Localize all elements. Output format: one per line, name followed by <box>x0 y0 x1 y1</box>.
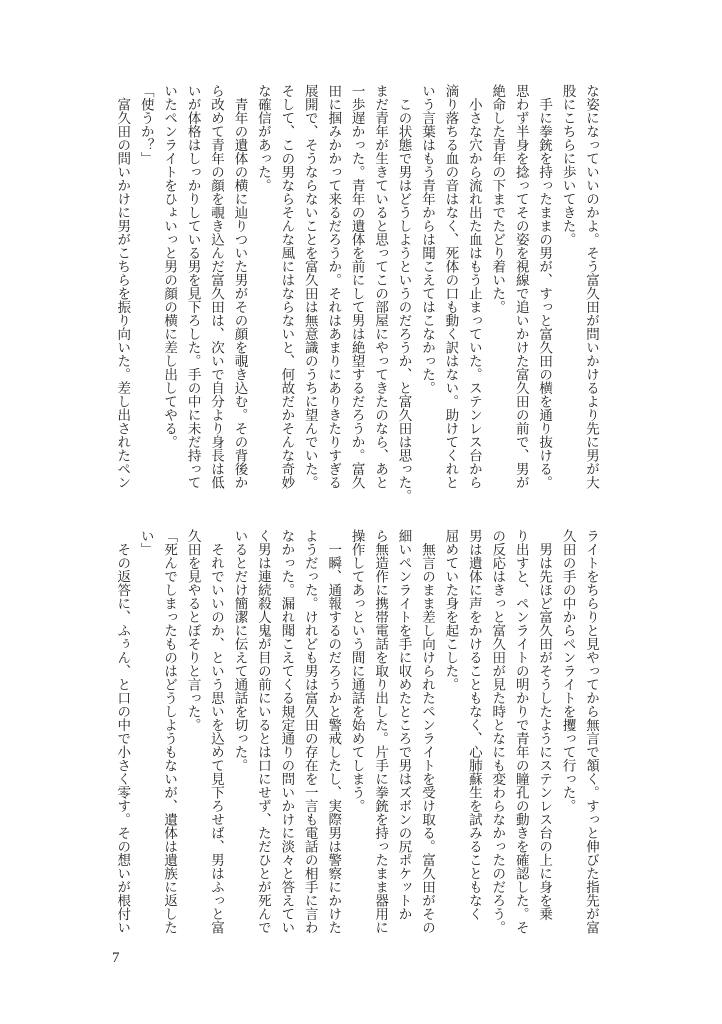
text-line: いたペンライトをひょいっと男の顔の横に差し出してやる。 <box>161 84 178 449</box>
text-line: 田に掴みかかって来るだろうか。それはあまりにありきたりすぎる <box>325 84 342 489</box>
text-line: ら改めて青年の顔を覗き込んだ富久田は、次いで自分より身長は低 <box>208 84 224 489</box>
text-line: ようだった。けれども男は富久田の存在を一言も電話の相手に言わ <box>301 529 318 934</box>
text-line: その返答に、ふぅん、と口の中で小さく零す。その想いが根付い <box>114 529 131 934</box>
text-line: そして、この男ならそんな風にはならないと、何故だかそんな奇妙 <box>278 84 295 489</box>
text-line: 無言のまま差し向けられたペンライトを受け取る。富久田がその <box>418 529 435 934</box>
text-line: 久田の手の中からペンライトを攫って行った。 <box>559 529 576 813</box>
text-line: り出すと、ペンライトの明かりで青年の瞳孔の動きを確認した。そ <box>512 529 529 934</box>
text-line: それでいいのか、という思いを込めて見下ろせば、男はふっと富 <box>208 529 224 934</box>
text-line: いるとだけ簡潔に伝えて通話を切った。 <box>231 529 248 772</box>
page-number: 7 <box>112 950 120 966</box>
text-line: この状態で男はどうしようというのだろうか、と富久田は思った。 <box>395 84 412 503</box>
text-line: 操作してあっという間に通話を始めてしまう。 <box>348 529 365 813</box>
text-line: な姿になっていいのかよ。そう富久田が問いかけるより先に男が大 <box>583 84 599 489</box>
text-line: いが体格はしっかりしている男を見下ろした。手の中に未だ持って <box>184 84 201 489</box>
text-line: なかった。漏れ聞こえてくる規定通りの問いかけに淡々と答えてい <box>278 529 295 934</box>
text-line: な確信があった。 <box>254 84 271 192</box>
text-line: く男は連続殺人鬼が目の前にいるとは口にせず、ただひとが死んで <box>254 529 271 934</box>
text-block-top <box>109 84 602 503</box>
text-line: 男は先ほど富久田がそうしたようにステンレス台の上に身を乗 <box>536 529 553 921</box>
text-line: 股にこちらに歩いてきた。 <box>559 84 576 246</box>
text-line: 一歩遅かった。青年の遺体を前にして男は絶望するだろうか。富久 <box>348 84 365 489</box>
text-block-bottom <box>109 529 602 939</box>
text-line: 滴り落ちる血の音はなく、死体の口も動く訳はない。助けてくれと <box>442 84 459 489</box>
text-line: ライトをちらりと見やってから無言で頷く。すっと伸びた指先が富 <box>583 529 599 934</box>
text-line: 手に拳銃を持ったままの男が、すっと富久田の横を通り抜ける。 <box>536 84 553 489</box>
text-line: 屈めていた身を起こした。 <box>442 529 459 691</box>
text-line: まだ青年が生きていると思ってこの部屋にやってきたのなら、あと <box>372 84 389 489</box>
text-line: 「死んでしまったものはどうしようもないが、遺体は遺族に返した <box>161 529 178 934</box>
text-line: 富久田の問いかけに男がこちらを振り向いた。差し出されたペン <box>114 84 131 489</box>
text-line: 「使うか？」 <box>137 84 154 165</box>
text-line: 青年の遺体の横に辿りついた男がその顔を覗き込む。その背後か <box>231 84 248 489</box>
text-line: 久田を見やるとぼそりと言った。 <box>184 529 201 732</box>
text-line: 展開で、そうならないことを富久田は無意識のうちに望んでいた。 <box>301 84 318 489</box>
text-line: 小さな穴から流れ出た血はもう止まっていた。ステンレス台から <box>465 84 482 489</box>
text-line: 男は遺体に声をかけることもなく、心肺蘇生を試みることもなく <box>465 529 482 921</box>
text-line: 細いペンライトを手に収めたところで男はズボンの尻ポケットか <box>395 529 412 921</box>
text-line: 思わず半身を捻ってその姿を視線で追いかけた富久田の前で、男が <box>512 84 529 489</box>
text-line: いう言葉はもう青年からは聞こえてはこなかった。 <box>418 84 435 395</box>
text-line: ら無造作に携帯電話を取り出した。片手に拳銃を持ったまま器用に <box>372 529 389 934</box>
text-line: の反応はきっと富久田が見た時となにも変わらなかったのだろう。 <box>489 529 506 934</box>
text-line: い」 <box>137 529 154 556</box>
text-line: 一瞬、通報するのだろうかと警戒したし、実際男は警察にかけた <box>325 529 342 934</box>
text-line: 絶命した青年の下までたどり着いた。 <box>489 84 506 314</box>
